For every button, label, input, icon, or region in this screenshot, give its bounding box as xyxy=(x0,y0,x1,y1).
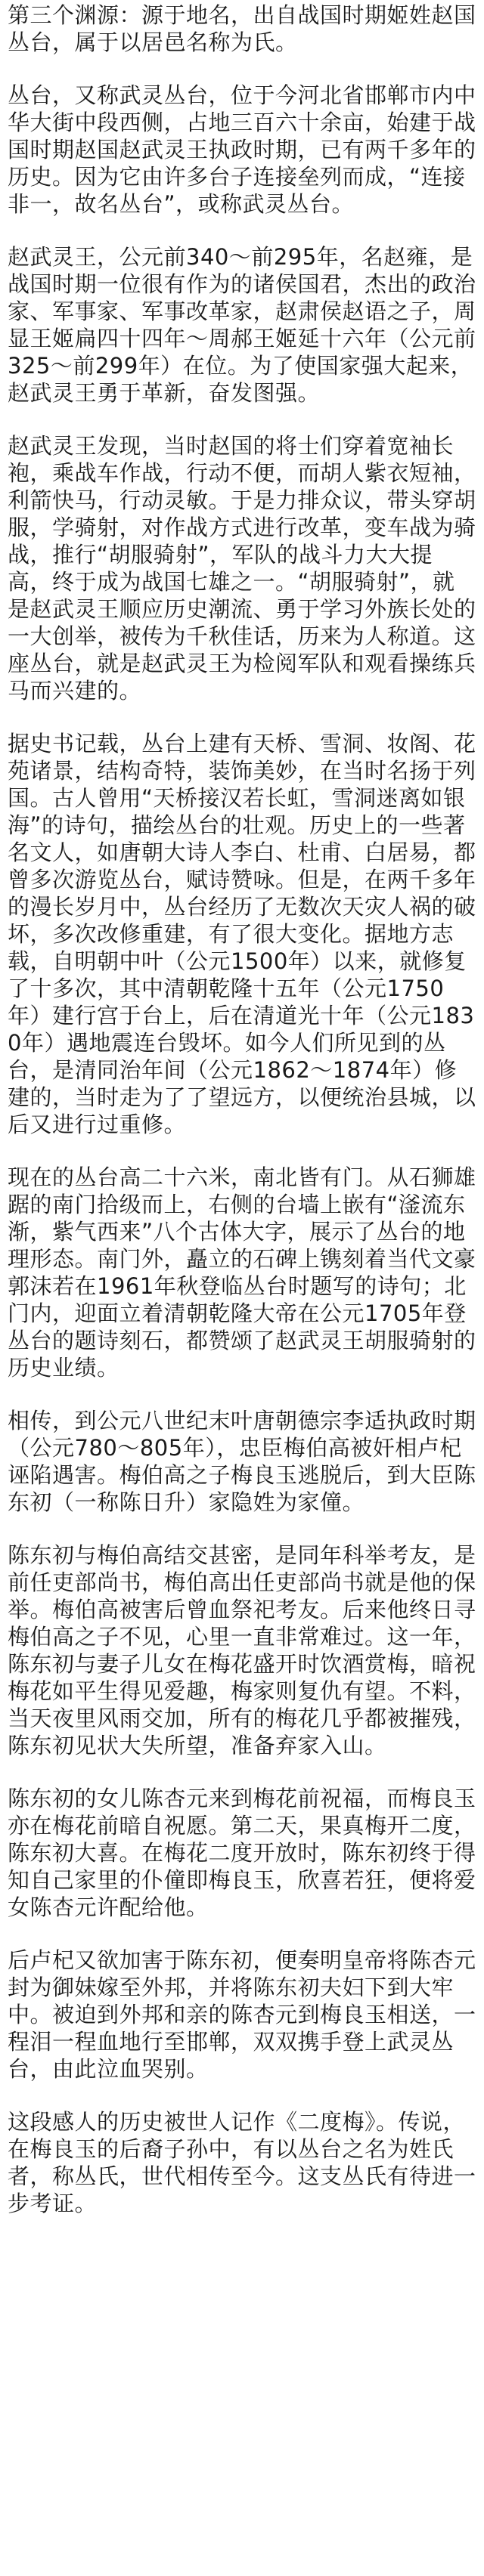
paragraph-history-records: 据史书记载，丛台上建有天桥、雪洞、妆阁、花苑诸景，结构奇特，装饰美妙，在当时名扬于列国。古人曾用“天桥接汉若长虹，雪洞迷离如银海”的诗句，描绘丛台的壮观。历史上的一些著名文人，如唐朝大诗人李白、杜甫、白居易，都曾多次游览丛台，赋诗赞咏。但是，在两千多年的漫长岁月中，丛台经历了无数次天灾人祸的破坏，多次改修重建，有了很大变化。据地方志载，自明朝中叶（公元1500年）以来，就修复了十多次，其中清朝乾隆十五年（公元1750年）建行宫于台上，后在清道光十年（公元1830年）遇地震连台毁坏。如今人们所见到的丛台，是清同治年间（公元1862～1874年）修建的，当时走为了了望远方，以便统治县城，以后又进行过重修。 xyxy=(8,731,476,1137)
paragraph-spacer xyxy=(8,1138,476,1164)
paragraph-spacer xyxy=(8,1381,476,1407)
paragraph-wuling-king: 赵武灵王，公元前340～前295年，名赵雍，是战国时期一位很有作为的诸侯国君，杰出的政治家、军事家、军事改革家，赵肃侯赵语之子，周显王姬扁四十四年～周郝王姬延十六年（公元前325～前299年）在位。为了使国家强大起来，赵武灵王勇于革新，奋发图强。 xyxy=(8,244,476,406)
paragraph-hufu-qishe: 赵武灵王发现，当时赵国的将士们穿着宽袖长袍，乘战车作战，行动不便，而胡人紫衣短袖，利箭快马，行动灵敏。于是力排众议，带头穿胡服，学骑射，对作战方式进行改革，变车战为骑战，推行“胡服骑射”，军队的战斗力大大提高，终于成为战国七雄之一。“胡服骑射”，就是赵武灵王顺应历史潮流、勇于学习外族长处的一大创举，被传为千秋佳话，历来为人称道。这座丛台，就是赵武灵王为检阅军队和观看操练兵马而兴建的。 xyxy=(8,433,476,704)
paragraph-conclusion: 这段感人的历史被世人记作《二度梅》。传说，在梅良玉的后裔子孙中，有以丛台之名为姓氏者，称丛氏，世代相传至今。这支丛氏有待进一步考证。 xyxy=(8,2109,476,2216)
paragraph-present-congtai: 现在的丛台高二十六米，南北皆有门。从石狮雄踞的南门拾级而上，右侧的台墙上嵌有“滏流东渐，紫气西来”八个古体大字，展示了丛台的地理形态。南门外，矗立的石碑上镌刻着当代文豪郭沫若在1961年秋登临丛台时题写的诗句；北门内，迎面立着清朝乾隆大帝在公元1705年登丛台的题诗刻石，都赞颂了赵武灵王胡服骑射的历史业绩。 xyxy=(8,1164,476,1381)
paragraph-chen-dongchu: 陈东初与梅伯高结交甚密，是同年科举考友，是前任吏部尚书，梅伯高出任吏部尚书就是他的保举。梅伯高被害后曾血祭祀考友。后来他终日寻梅伯高之子不见，心里一直非常难过。这一年，陈东初与妻子儿女在梅花盛开时饮酒赏梅，暗祝梅花如平生得见爱趣，梅家则复仇有望。不料，当天夜里风雨交加，所有的梅花几乎都被摧残，陈东初见状大失所望，准备弃家入山。 xyxy=(8,1542,476,1758)
paragraph-spacer xyxy=(8,1516,476,1542)
paragraph-farewell: 后卢杞又欲加害于陈东初，便奏明皇帝将陈杏元封为御妹嫁至外邦，并将陈东初夫妇下到大牢中。被迫到外邦和亲的陈杏元到梅良玉相送，一程泪一程血地行至邯郸，双双携手登上武灵丛台，由此泣血哭别。 xyxy=(8,1947,476,2082)
paragraph-plum-blossom: 陈东初的女儿陈杏元来到梅花前祝福，而梅良玉亦在梅花前暗自祝愿。第二天，果真梅开二度，陈东初大喜。在梅花二度开放时，陈东初终于得知自己家里的仆僮即梅良玉，欣喜若狂，便将爱女陈杏元许配给他。 xyxy=(8,1786,476,1920)
paragraph-spacer xyxy=(8,218,476,243)
paragraph-spacer xyxy=(8,704,476,730)
paragraph-spacer xyxy=(8,56,476,82)
paragraph-spacer xyxy=(8,407,476,432)
paragraph-origin: 第三个渊源：源于地名，出自战国时期姬姓赵国丛台，属于以居邑名称为氏。 xyxy=(8,2,476,55)
paragraph-spacer xyxy=(8,2083,476,2108)
paragraph-congtai: 丛台，又称武灵丛台，位于今河北省邯郸市内中华大街中段西侧，占地三百六十余亩，始建于战国时期赵国赵武灵王执政时期，已有两千多年的历史。因为它由许多台子连接垒列而成，“连接非一，故名丛台”，或称武灵丛台。 xyxy=(8,82,476,217)
paragraph-spacer xyxy=(8,1921,476,1947)
paragraph-legend: 相传，到公元八世纪末叶唐朝德宗李适执政时期（公元780～805年），忠臣梅伯高被奸相卢杞诬陷遇害。梅伯高之子梅良玉逃脱后，到大臣陈东初（一称陈日升）家隐姓为家僮。 xyxy=(8,1408,476,1515)
paragraph-spacer xyxy=(8,1759,476,1785)
